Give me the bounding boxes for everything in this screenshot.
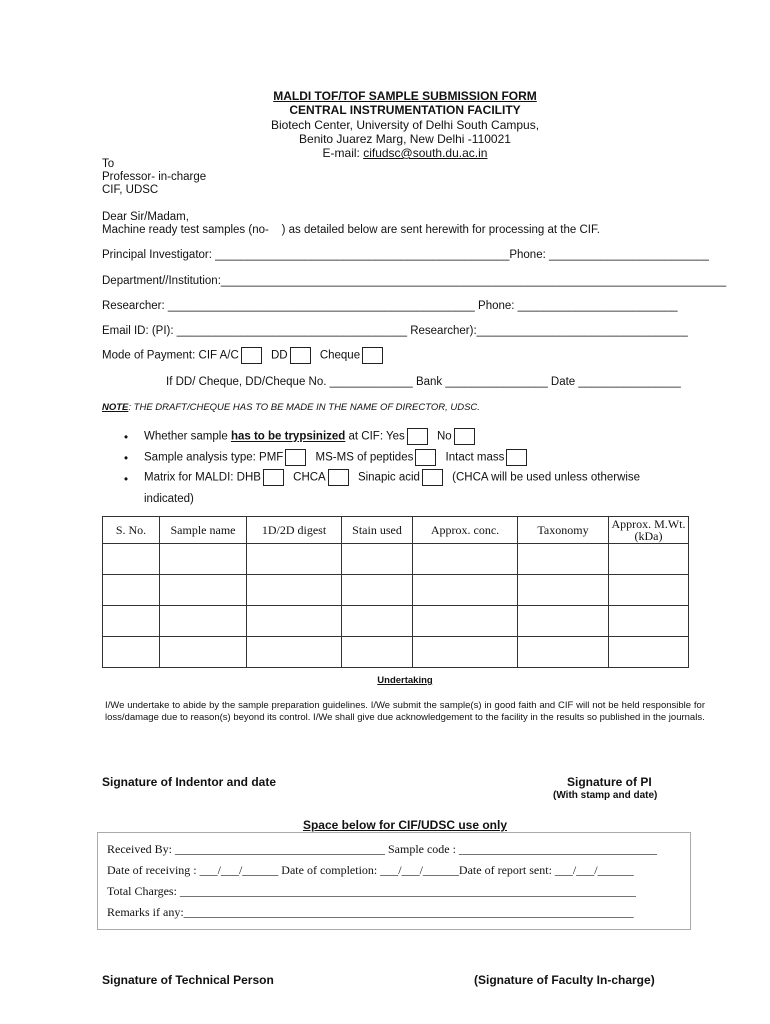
col-conc: Approx. conc. (413, 517, 518, 544)
trypsin-post: at CIF: Yes (345, 430, 405, 443)
col-sample-name: Sample name (160, 517, 247, 544)
form-title: MALDI TOF/TOF SAMPLE SUBMISSION FORM (273, 89, 537, 103)
trypsin-pre: Whether sample (144, 430, 231, 443)
bullet-dot: • (124, 474, 129, 486)
to-professor: Professor- in-charge (102, 171, 207, 183)
note (102, 402, 480, 413)
pmf-checkbox[interactable] (285, 449, 306, 466)
chca-note: (CHCA will be used unless otherwise (452, 471, 641, 484)
col-sno: S. No. (103, 517, 160, 544)
pi-signature-note: (With stamp and date) (553, 790, 658, 801)
received-by-field[interactable]: Received By: ___________________________________ Sample code : _________________________________ (107, 842, 657, 856)
trypsin-yes-checkbox[interactable] (407, 428, 428, 445)
undertaking-text: I/We undertake to abide by the sample preparation guidelines. I/We submit the sample(s) in good faith and CIF will not be held responsible for loss/damage due to reason(s) beyond its control. I/We shall give due acknowledgement to the facility in the results so published in the journals. (105, 700, 705, 723)
trypsin-emphasis: has to be trypsinized (230, 430, 346, 443)
payment-row (102, 347, 389, 364)
analysis-row (144, 449, 533, 466)
trypsin-row (144, 428, 481, 445)
table-row[interactable] (103, 544, 689, 575)
total-charges-field[interactable]: Total Charges: ____________________________________________________________________________ (107, 884, 636, 898)
remarks-field[interactable]: Remarks if any:___________________________________________________________________________ (107, 905, 634, 919)
pi-signature: Signature of PI (567, 775, 652, 789)
faculty-signature: (Signature of Faculty In-charge) (474, 973, 655, 987)
chca-checkbox[interactable] (328, 469, 349, 486)
table-row[interactable] (103, 606, 689, 637)
note-text: : THE DRAFT/CHEQUE HAS TO BE MADE IN THE NAME OF DIRECTOR, UDSC. (128, 402, 480, 413)
payment-label: Mode of Payment: CIF A/C (102, 349, 239, 362)
indicated-text: indicated) (144, 493, 194, 505)
msms-checkbox[interactable] (415, 449, 436, 466)
address-line-2: Benito Juarez Marg, New Delhi -110021 (299, 132, 511, 146)
sinapic-checkbox[interactable] (422, 469, 443, 486)
greeting: Dear Sir/Madam, (102, 211, 189, 223)
email-link[interactable]: cifudsc@south.du.ac.in (363, 146, 488, 160)
msms-label: MS-MS of peptides (315, 451, 414, 464)
email-field[interactable]: Email ID: (PI): ____________________________________ Researcher):_________________________________ (102, 325, 688, 337)
cheque-label: Cheque (319, 349, 361, 362)
intact-label: Intact mass (445, 451, 505, 464)
technical-signature: Signature of Technical Person (102, 973, 274, 987)
cif-use-box (97, 832, 691, 930)
cif-use-title: Space below for CIF/UDSC use only (302, 818, 508, 832)
dhb-checkbox[interactable] (263, 469, 284, 486)
col-taxonomy: Taxonomy (518, 517, 609, 544)
col-mwt: Approx. M.Wt.(kDa) (609, 517, 689, 544)
address-line-1: Biotech Center, University of Delhi South Campus, (270, 118, 540, 132)
matrix-row (144, 469, 640, 486)
col-digest: 1D/2D digest (247, 517, 342, 544)
intact-checkbox[interactable] (506, 449, 527, 466)
dd-checkbox[interactable] (290, 347, 311, 364)
sinapic-label: Sinapic acid (357, 471, 420, 484)
intro-text: Machine ready test samples (no- ) as detailed below are sent herewith for processing at the CIF. (102, 224, 600, 236)
pi-field[interactable]: Principal Investigator: ______________________________________________Phone: _________________________ (102, 249, 709, 261)
department-field[interactable]: Department//Institution:_______________________________________________________________________________ (102, 275, 727, 287)
cif-ac-checkbox[interactable] (241, 347, 262, 364)
table-row[interactable] (103, 575, 689, 606)
email-label: E-mail: (322, 146, 364, 160)
payment-details[interactable]: If DD/ Cheque, DD/Cheque No. _____________ Bank ________________ Date ________________ (166, 376, 681, 388)
to-line: To (102, 158, 115, 170)
table-row[interactable] (103, 637, 689, 668)
email-line (0, 146, 770, 160)
bullet-dot: • (124, 432, 129, 444)
undertaking-title: Undertaking (377, 675, 433, 686)
col-stain: Stain used (342, 517, 413, 544)
researcher-field[interactable]: Researcher: ________________________________________________ Phone: _________________________ (102, 300, 678, 312)
indentor-signature: Signature of Indentor and date (102, 775, 277, 789)
chca-label: CHCA (293, 471, 326, 484)
table-header-row (103, 517, 689, 544)
sample-table (102, 516, 689, 668)
dd-label: DD (270, 349, 288, 362)
dates-field[interactable]: Date of receiving : ___/___/______ Date of completion: ___/___/______Date of report sent: ___/___/______ (107, 863, 634, 877)
note-label: NOTE (102, 402, 129, 413)
cheque-checkbox[interactable] (362, 347, 383, 364)
analysis-label: Sample analysis type: PMF (144, 451, 284, 464)
trypsin-no-label: No (436, 430, 452, 443)
trypsin-no-checkbox[interactable] (454, 428, 475, 445)
to-cif: CIF, UDSC (102, 184, 159, 196)
matrix-label: Matrix for MALDI: DHB (144, 471, 261, 484)
bullet-dot: • (124, 453, 129, 465)
facility-name: CENTRAL INSTRUMENTATION FACILITY (289, 103, 521, 117)
